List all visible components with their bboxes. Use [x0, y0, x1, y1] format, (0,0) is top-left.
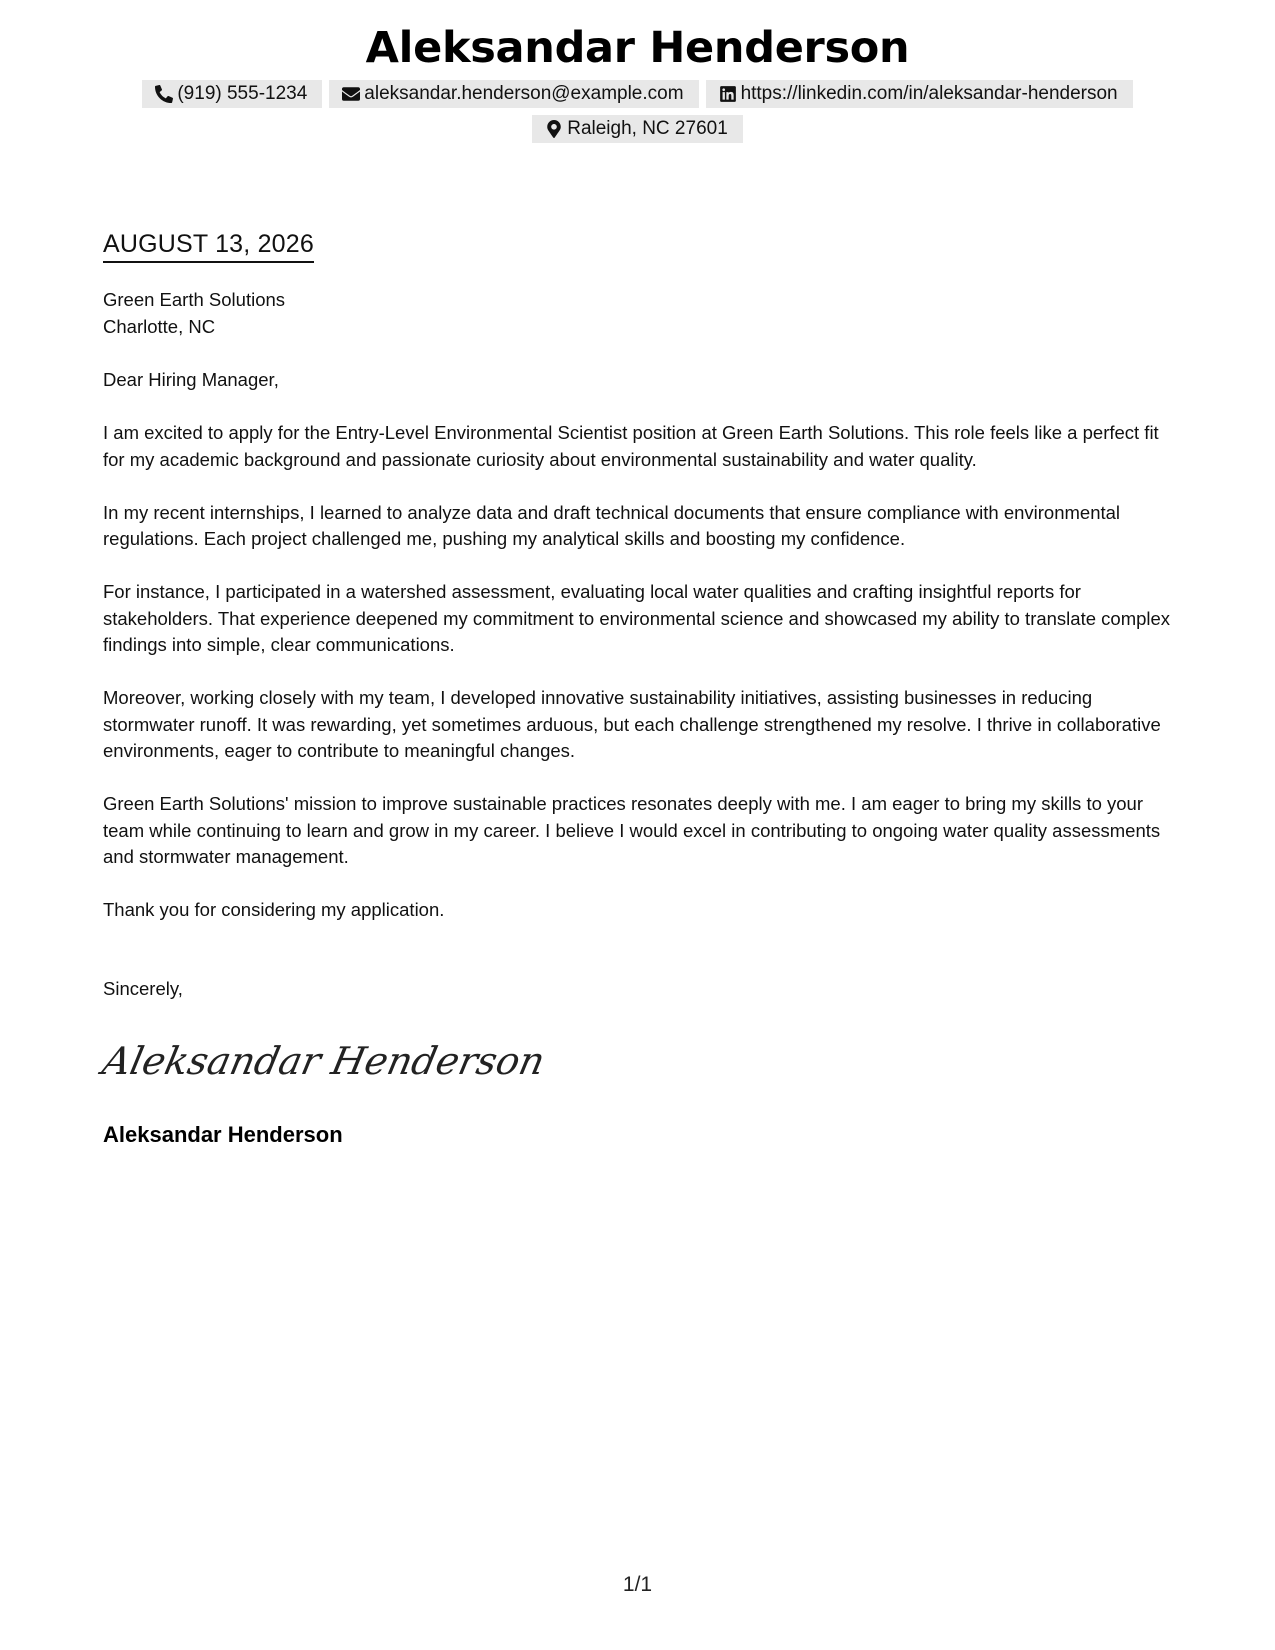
recipient-company: Green Earth Solutions: [103, 289, 286, 310]
linkedin-icon: [719, 85, 737, 103]
contact-linkedin-text: https://linkedin.com/in/aleksandar-henderson: [740, 83, 1118, 104]
closing: Sincerely,: [103, 978, 183, 999]
contact-location: [532, 115, 743, 143]
applicant-name: Aleksandar Henderson: [365, 23, 910, 73]
letter-date: AUGUST 13, 2026: [103, 228, 314, 263]
letter-body: [103, 367, 1183, 950]
contact-location-text: Raleigh, NC 27601: [567, 118, 728, 139]
handwritten-signature: [98, 1030, 549, 1086]
signature-script: Aleksandar Henderson: [98, 1039, 549, 1084]
page-number: 1/1: [622, 1573, 653, 1596]
contact-row-location: [0, 115, 1275, 143]
body-paragraph: I am excited to apply for the Entry-Level Environmental Scientist position at Green Earth Solutions. This role feels like a perfect fit for my academic background and passionate curiosity about environmental sustainability and water quality.: [103, 422, 1159, 470]
contact-email-text: aleksandar.henderson@example.com: [364, 83, 684, 104]
body-paragraph: Green Earth Solutions' mission to improve sustainable practices resonates deeply with me. I am eager to bring my skills to your team while continuing to learn and grow in my career. I believe I would excel in contributing to ongoing water quality assessments and stormwater management.: [103, 793, 1161, 867]
body-paragraph: Thank you for considering my application.: [103, 899, 445, 920]
contact-linkedin[interactable]: [706, 80, 1133, 108]
signature-image: [98, 1030, 549, 1086]
map-marker-icon: [545, 120, 563, 138]
recipient-block: [103, 287, 285, 340]
envelope-icon: [342, 85, 360, 103]
signer-name: Aleksandar Henderson: [103, 1122, 343, 1147]
body-paragraph: In my recent internships, I learned to analyze data and draft technical documents that ensure compliance with environmental regulations. Each project challenged me, pushing my analytical skills and boosting my confidence.: [103, 501, 1121, 549]
body-paragraph: For instance, I participated in a watershed assessment, evaluating local water qualities and crafting insightful reports for stakeholders. That experience deepened my commitment to environmental science and showcased my ability to translate complex findings into simple, clear communications.: [103, 581, 1171, 655]
contact-row: [0, 80, 1275, 108]
contact-phone-text: (919) 555-1234: [177, 83, 308, 104]
recipient-location: Charlotte, NC: [103, 315, 216, 337]
contact-email[interactable]: [329, 80, 698, 108]
phone-icon: [155, 85, 173, 103]
contact-phone[interactable]: [142, 80, 322, 108]
body-paragraph: Moreover, working closely with my team, I developed innovative sustainability initiatives, assisting businesses in reducing stormwater runoff. It was rewarding, yet sometimes arduous, but each challenge strengthened my resolve. I thrive in collaborative environments, eager to contribute to meaningful changes.: [103, 687, 1161, 761]
salutation: Dear Hiring Manager,: [103, 369, 279, 390]
